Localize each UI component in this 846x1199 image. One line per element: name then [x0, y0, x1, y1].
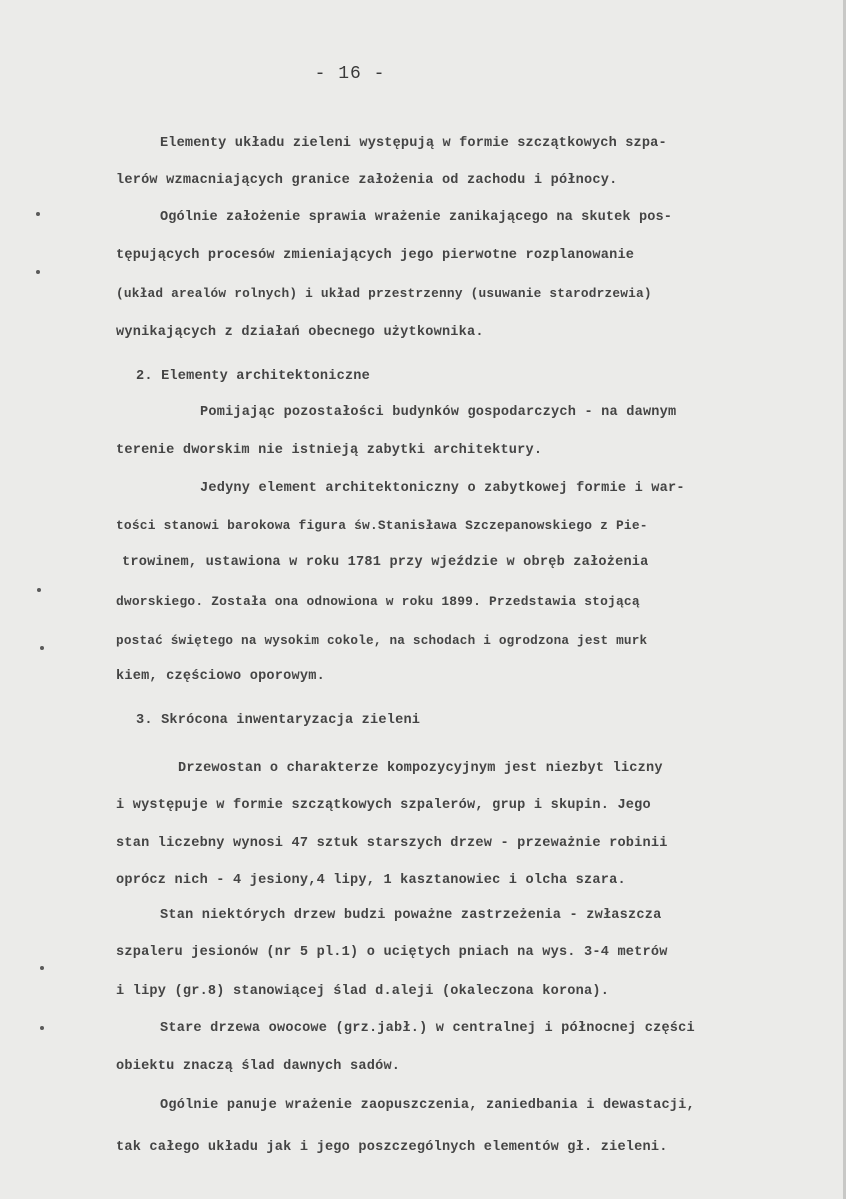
text-line: szpaleru jesionów (nr 5 pl.1) o uciętych pniach na wys. 3-4 metrów [116, 945, 668, 960]
margin-punch-mark [40, 1026, 44, 1030]
text-line: Stan niektórych drzew budzi poważne zastrzeżenia - zwłaszcza [160, 908, 662, 923]
text-line: Pomijając pozostałości budynków gospodarczych - na dawnym [200, 405, 677, 420]
text-line: postać świętego na wysokim cokole, na schodach i ogrodzona jest murk [116, 633, 648, 648]
text-line: terenie dworskim nie istnieją zabytki architektury. [116, 443, 543, 458]
text-line: i lipy (gr.8) stanowiącej ślad d.aleji (okaleczona korona). [116, 984, 610, 999]
text-line: oprócz nich - 4 jesiony,4 lipy, 1 kasztanowiec i olcha szara. [116, 873, 626, 888]
section-heading: 2. Elementy architektoniczne [136, 369, 371, 384]
text-line: Stare drzewa owocowe (grz.jabł.) w centralnej i północnej części [160, 1021, 695, 1036]
text-line: Ogólnie panuje wrażenie zaopuszczenia, zaniedbania i dewastacji, [160, 1098, 695, 1113]
text-line: dworskiego. Została ona odnowiona w roku 1899. Przedstawia stojącą [116, 594, 640, 609]
text-line: i występuje w formie szczątkowych szpalerów, grup i skupin. Jego [116, 798, 651, 813]
text-line: lerów wzmacniających granice założenia od zachodu i północy. [116, 173, 618, 188]
margin-punch-mark [37, 588, 41, 592]
text-line: Ogólnie założenie sprawia wrażenie zanikającego na skutek pos- [160, 210, 672, 225]
text-line: (układ arealów rolnych) i układ przestrzenny (usuwanie starodrzewia) [116, 286, 652, 301]
margin-punch-mark [36, 270, 40, 274]
text-line: wynikających z działań obecnego użytkownika. [116, 325, 484, 340]
text-line: kiem, częściowo oporowym. [116, 669, 325, 684]
text-line: Jedyny element architektoniczny o zabytkowej formie i war- [200, 481, 685, 496]
text-line: trowinem, ustawiona w roku 1781 przy wjeździe w obręb założenia [122, 555, 649, 570]
page-number: - 16 - [314, 64, 386, 84]
text-line: tości stanowi barokowa figura św.Stanisława Szczepanowskiego z Pie- [116, 518, 648, 533]
text-line: Elementy układu zieleni występują w formie szczątkowych szpa- [160, 136, 667, 151]
text-line: Drzewostan o charakterze kompozycyjnym jest niezbyt liczny [178, 761, 663, 776]
margin-punch-mark [40, 966, 44, 970]
margin-punch-mark [40, 646, 44, 650]
text-line: tępujących procesów zmieniających jego pierwotne rozplanowanie [116, 248, 635, 263]
text-line: stan liczebny wynosi 47 sztuk starszych drzew - przeważnie robinii [116, 836, 668, 851]
text-line: obiektu znaczą ślad dawnych sadów. [116, 1059, 401, 1074]
margin-punch-mark [36, 212, 40, 216]
section-heading: 3. Skrócona inwentaryzacja zieleni [136, 713, 421, 728]
text-line: tak całego układu jak i jego poszczególnych elementów gł. zieleni. [116, 1140, 668, 1155]
